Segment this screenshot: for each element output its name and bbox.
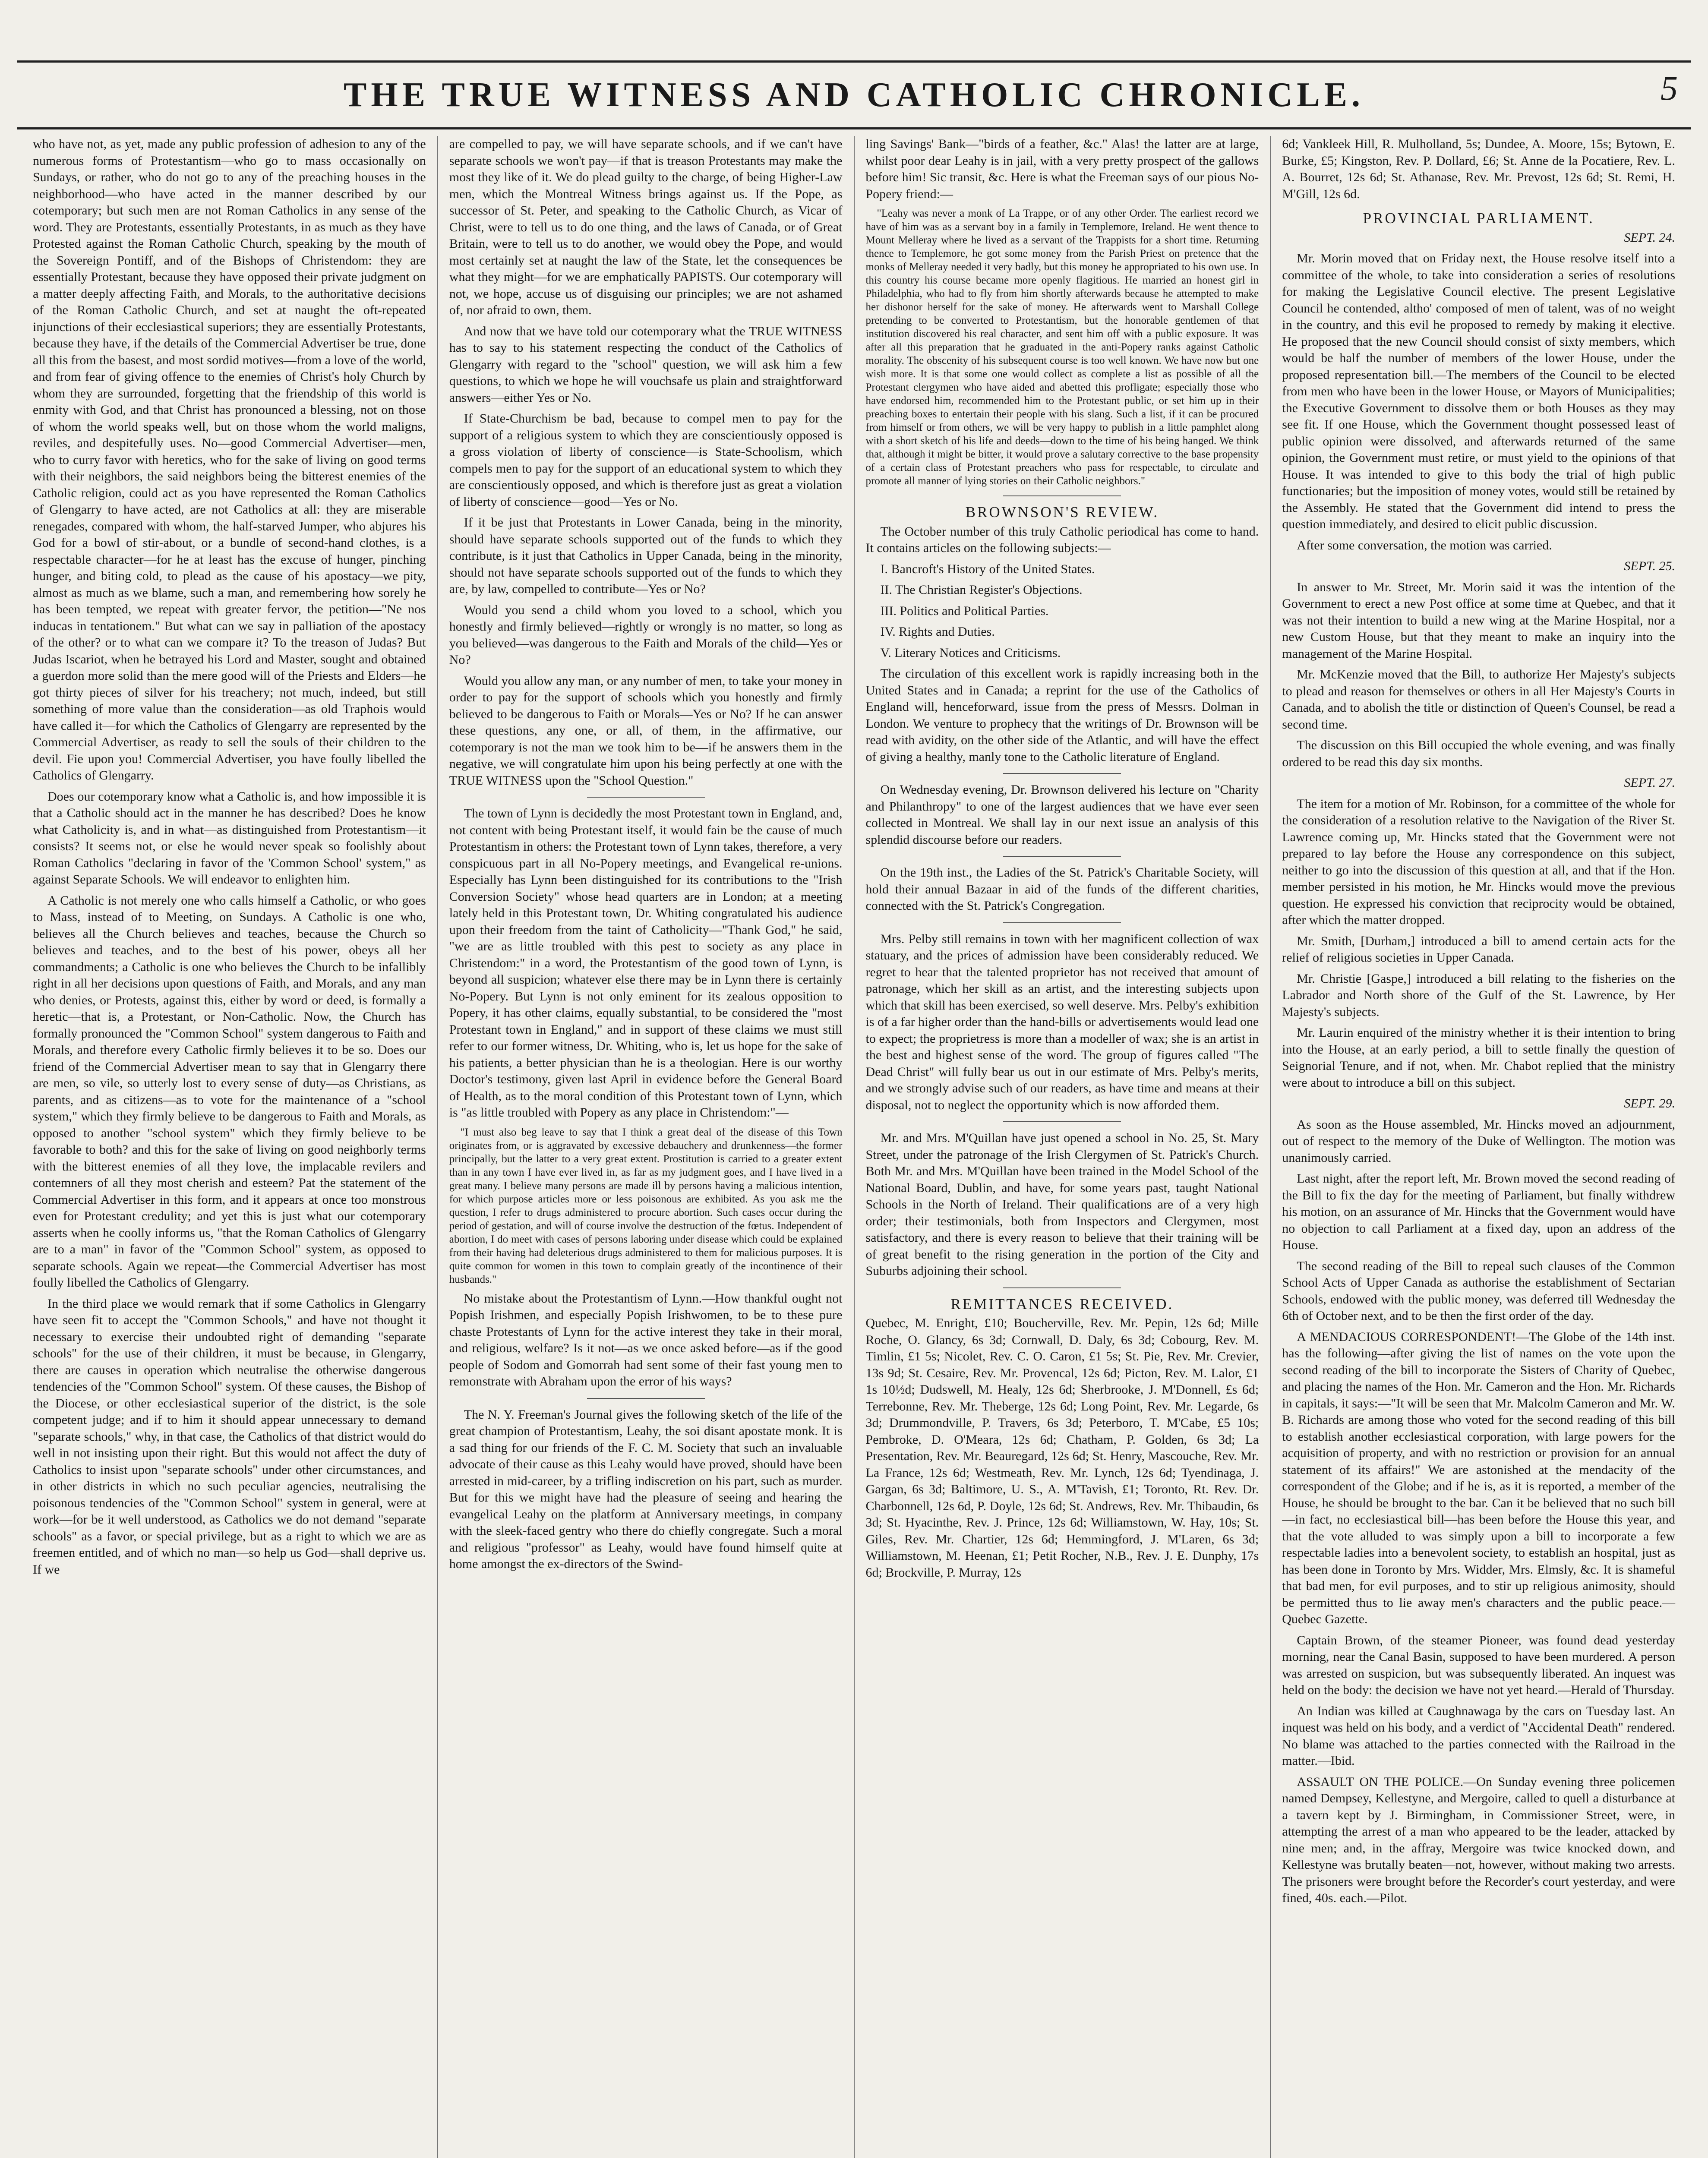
paragraph: A MENDACIOUS CORRESPONDENT!—The Globe of the 14th inst. has the following—after giving the list of names on the vote upon the second reading of the bill to incorporate the Sisters of Charity of Quebec, and placing the names of the Hon. Mr. Cameron and the Hon. Mr. Richards in capitals, it says:—"It will be seen that Mr. Malcolm Cameron and Mr. W. B. Richards are among those who voted for the second reading of this bill to establish another ecclesiastical corporation, with large powers for the acquisition of property, and with no restriction or provision for an annual statement of its affairs!" We are astonished at the mendacity of the correspondent of the Globe; and if he is, as it is reported, a member of the House, he should be brought to the bar. Can it be believed that no such bill—in fact, no ecclesiastical bill—has been before the House this year, and that the vote alluded to was simply upon a bill to incorporate a few respectable ladies into a benevolent society, to establish an hospital, just as has been done in Toronto by Mrs. Widder, Mrs. Elmsly, &c. It is shameful that bad men, for evil purposes, and to stir up religious animosity, should be permitted thus to lie away men's characters and the public peace.—Quebec Gazette.	[1282, 1329, 1675, 1626]
quote-text: "Leahy was never a monk of La Trappe, or of any other Order. The earliest record we have of him was as a servant boy in a family in Templemore, Ireland. He went thence to Mount Melleray where he lived as a servant of the Trappists for a short time. Returning thence to Templemore, he got some money from the Parish Priest on pretence that the monks of Melleray needed it very badly, but this money he appropriated to his own use. In this country his course became more openly flagitious. He married an honest girl in Philadelphia, who had to fly from him shortly afterwards because he attempted to make her dishonor herself for the sake of money. He afterwards went to Marshall College pretending to be converted to Protestantism, but the honorable gentlemen of that institution discovered his real character, and sent him off with a public exposure. It was after all this preparation that he graduated in the anti-Popery ranks against Catholic morality. The obscenity of his subsequent course is too well known. We have now but one wish more. It is that some one would collect as complete a list as possible of all the Protestant clergymen who have aided and abetted this profligate; especially those who have endorsed him, recommended him to the Protestant public, or set him up in their preaching boxes to entertain their people with his slang. Such a list, if it can be procured from himself or from others, we will be very happy to publish in a little pamphlet along with a short sketch of his life and deeds—down to the time of his being hanged. We think that, although it might be bitter, it would prove a salutary corrective to the base propensity of a certain class of Protestant preachers who pass for respectable, to circulate and promote all manner of lying stories on their Catholic neighbors."	[865, 208, 1259, 487]
section-divider	[1003, 773, 1121, 774]
paragraph: who have not, as yet, made any public profession of adhesion to any of the numerous forms of Protestantism—who go to mass occasionally on Sundays, or rather, who do not go to any of the preaching houses in the neighborhood—who have acted in the manner described by our cotemporary; but such men are not Roman Catholics in any sense of the word. They are Protestants, essentially Protestants, in as much as they have Protested against the Roman Catholic Church, speaking by the mouth of the Sovereign Pontiff, and of the Bishops of Christendom: they are essentially Protestant, because they have opposed their private judgment on a matter deeply affecting Faith, and Morals, to the authoritative decisions of the Roman Catholic Church, and set at naught the oft-repeated injunctions of their ecclesiastical superiors; they are essentially Protestants, because they have, if the details of the Commercial Advertiser be true, done all this from the basest, and most sordid motives—from a love of the world, and from fear of giving offence to the enemies of Christ's holy Church by whom they are surrounded, forgetting that the friendship of this world is enmity with God, and that Christ has pronounced a blessing, not on those of whom the world speaks well, but on those whom the world maligns, reviles, and despitefully uses. No—good Commercial Advertiser—men, who to curry favor with heretics, who for the sake of living on good terms with their neighbors, the said neighbors being the bitterest enemies of the Catholic religion, could act as you have represented the Roman Catholics of Glengarry to have acted, are not Catholics at all: they are miserable renegades, compared with whom, the half-starved Jumper, who abjures his God for a bowl of stir-about, or a bundle of second-hand clothes, is a respectable character—for he at least has the excuse of hunger, pinching hunger, and biting cold, to plead as the cause of his apostacy—we pity, almost as much as we blame, such a man, and remembering how sorely he has been tempted, we repeat with greater fervor, the petition—"Ne nos inducas in tentationem." But what can we say in palliation of the apostacy of the other? or to what can we compare it? To the treason of Judas? But Judas Iscariot, when he betrayed his Lord and Master, sought and obtained a guerdon more solid than the mere good will of the Priests and Elders—he got thirty pieces of silver for his treachery; not much, indeed, but still something of more value than the consideration—as old Traphois would have called it—for which the Catholics of Glengarry are represented by the Commercial Advertiser, as ready to sell the souls of their children to the devil. Fie upon you! Commercial Advertiser, you have foully libelled the Catholics of Glengarry.	[33, 137, 426, 782]
list-item: III. Politics and Political Parties.	[880, 603, 1049, 618]
column-1	[22, 136, 437, 2158]
masthead-rule-top	[17, 60, 1691, 63]
paragraph: The item for a motion of Mr. Robinson, for a committee of the whole for the consideration of a resolution relative to the Navigation of the River St. Lawrence coming up, Mr. Hincks stated that the Government were not prepared to lay before the House any correspondence on this subject, neither to go into the discussion of this question at all, and that if the Hon. member persisted in his motion, he Mr. Hincks would move the previous question. He expressed his conviction that reciprocity would be obtained, after which the matter dropped.	[1282, 796, 1675, 927]
paragraph: Mr. Smith, [Durham,] introduced a bill to amend certain acts for the relief of religious societies in Upper Canada.	[1282, 934, 1675, 965]
paragraph: Does our cotemporary know what a Catholic is, and how impossible it is that a Catholic should act in the manner he has described? Does he know what Catholicity is, and in what—as distinguished from Protestantism—it consists? It seems not, or else he would never speak so foolishly about Roman Catholics "declaring in favor of the 'Common School' system," as against Separate Schools. We will endeavor to enlighten him.	[33, 789, 426, 887]
paragraph: Mrs. Pelby still remains in town with her magnificent collection of wax statuary, and the prices of admission have been considerably reduced. We regret to hear that the talented proprietor has not received that amount of patronage, which her skill as an artist, and the interesting subjects upon which that skill has been exercised, so well deserve. Mrs. Pelby's exhibition is of a far higher order than the hand-bills or advertisements would lead one to expect; the proprietress is more than a modeller of wax; she is an artist in the best and highest sense of the word. The group of figures called "The Dead Christ" will fully bear us out in our estimate of Mrs. Pelby's merits, and we strongly advise such of our readers, as have time and means at their disposal, not to neglect the opportunity which is now afforded them.	[865, 931, 1259, 1112]
paragraph: In the third place we would remark that if some Catholics in Glengarry have seen fit to accept the "Common Schools," and have not thought it necessary to exercise their undoubted right of demanding "separate schools" for the use of their children, it must be because, in Glengarry, there are causes in operation which neutralise the otherwise dangerous tendencies of the "Common School" system. Of these causes, the Bishop of the Diocese, or other ecclesiastical superior of the district, is the sole competent judge; and if to him it should appear unnecessary to demand "separate schools," why, in that case, the Catholics of that district would do well in not insisting upon their right. But this would not affect the duty of Catholics to insist upon "separate schools" under other circumstances, and in other districts in which no such peculiar agencies, neutralising the poisonous tendencies of the "Common School" system in general, were at work—for be it well understood, as Catholics we do not demand "separate schools" as a favor, or special privilege, but as a right to which we are as freemen entitled, and of which no man—so help us God—shall deprive us. If we	[33, 1296, 426, 1577]
section-divider	[1003, 1287, 1121, 1288]
paragraph: Mr. Christie [Gaspe,] introduced a bill relating to the fisheries on the Labrador and North shore of the Gulf of the St. Lawrence, by Her Majesty's subjects.	[1282, 971, 1675, 1019]
block-quote	[866, 207, 1259, 488]
paragraph: If State-Churchism be bad, because to compel men to pay for the support of a religious system to which they are conscientiously opposed is a gross violation of liberty of conscience—is State-Schoolism, which compels men to pay for the support of an educational system to which they are conscientiously opposed, and which is therefore just as great a violation of liberty of conscience—good—Yes or No.	[449, 411, 843, 509]
dateline: SEPT. 27.	[1624, 776, 1675, 790]
paragraph: ASSAULT ON THE POLICE.—On Sunday evening three policemen named Dempsey, Kellestyne, and Mergoire, called to quell a disturbance at a tavern kept by J. Birmingham, in Commissioner Street, were, in attempting the arrest of a man who appeared to be the leader, attacked by nine men; and, in the affray, Mergoire was twice knocked down, and Kellestyne was brutally beaten—not, however, without making two arrests. The prisoners were brought before the Recorder's court yesterday, and were fined, 40s. each.—Pilot.	[1282, 1774, 1675, 1905]
masthead-rule-bottom	[17, 127, 1691, 129]
list-item: I. Bancroft's History of the United States.	[880, 562, 1095, 576]
quote-text: "I must also beg leave to say that I think a great deal of the disease of this Town originates from, or is aggravated by excessive debauchery and drunkenness—the former principally, but the latter to a very great extent. Prostitution is carried to a greater extent than in any town I have ever lived in, as far as my judgment goes, and I have lived in a great many. I believe many persons are made ill by persons having a malicious intention, for which purpose articles more or less poisonous are exhibited. As you ask me the question, I refer to drugs administered to procure abortion. Such cases occur during the period of gestation, and will of course involve the destruction of the fœtus. Independent of abortion, I do meet with cases of persons laboring under disease which could be explained from their having had deleterious drugs administered to them for malicious purposes. It is quite common for women in this town to complain greatly of the incontinence of their husbands."	[449, 1126, 843, 1285]
section-divider	[1003, 856, 1121, 857]
page-number: 5	[1661, 69, 1678, 107]
paragraph: The circulation of this excellent work is rapidly increasing both in the United States and in Canada; a reprint for the use of the Catholics of England will, henceforward, issue from the press of Messrs. Dolman in London. We venture to prophecy that the writings of Dr. Brownson will be read with avidity, on the other side of the Atlantic, and will have the effect of giving a healthy, manly tone to the Catholic literature of England.	[865, 666, 1259, 764]
paragraph: Quebec, M. Enright, £10; Boucherville, Rev. Mr. Pepin, 12s 6d; Mille Roche, O. Glancy, 6s 3d; Cornwall, D. Daly, 6s 3d; Cobourg, Rev. M. Timlin, £1 5s; Nicolet, Rev. C. O. Caron, £1 5s; St. Pie, Rev. Mr. Crevier, 13s 9d; St. Cesaire, Rev. Mr. Provencal, 12s 6d; Picton, Rev. M. Lalor, £1 1s 10½d; Dudswell, M. Healy, 12s 6d; Sherbrooke, J. M'Donnell, £s 6d; Terrebonne, Rev. Mr. Theberge, 12s 6d; Long Point, Rev. Mr. Legarde, 6s 3d; Drummondville, P. Travers, 6s 3d; Peterboro, T. M'Cabe, £5 10s; Pembroke, D. O'Meara, 12s 6d; Chatham, P. Golden, 6s 3d; La Presentation, Rev. Mr. Beauregard, 12s 6d; St. Henry, Mascouche, Rev. Mr. La France, 12s 6d; Westmeath, Rev. Mr. Lynch, 12s 6d; Tyendinaga, J. Gargan, 6s 3d; Baltimore, U. S., A. M'Tavish, £1; Toronto, Rt. Rev. Dr. Charbonnell, 12s 6d, P. Doyle, 12s 6d; St. Andrews, Rev. Mr. Thibaudin, 6s 3d; St. Hyacinthe, Rev. J. Prince, 12s 6d; Williamstown, W. Hay, 10s; St. Giles, Rev. Mr. Chartier, 12s 6d; Hemmingford, J. M'Laren, 6s 3d; Williamstown, M. Heenan, £1; Petit Rocher, N.B., Rev. J. E. Dunphy, 17s 6d; Brockville, P. Murray, 12s	[865, 1316, 1259, 1580]
section-divider	[1003, 922, 1121, 923]
article-columns	[22, 136, 1686, 2158]
paragraph: After some conversation, the motion was carried.	[1297, 538, 1552, 552]
paragraph: The discussion on this Bill occupied the whole evening, and was finally ordered to be read this day six months.	[1282, 738, 1675, 769]
paragraph: And now that we have told our cotemporary what the TRUE WITNESS has to say to his statement respecting the conduct of the Catholics of Glengarry with regard to the "school" question, we will ask him a few questions, to which we hope he will vouchsafe us plain and straightforward answers—either Yes or No.	[449, 324, 843, 405]
section-heading: BROWNSON'S REVIEW.	[965, 504, 1159, 521]
paragraph: Would you send a child whom you loved to a school, which you honestly and firmly believed—rightly or wrongly is no matter, so long as you believed—was dangerous to the Faith and Morals of the child—Yes or No?	[449, 603, 843, 667]
section-divider	[587, 797, 705, 798]
column-4	[1270, 136, 1686, 2158]
paragraph: 6d; Vankleek Hill, R. Mulholland, 5s; Dundee, A. Moore, 15s; Bytown, E. Burke, £5; Kingston, Rev. P. Dollard, £6; St. Anne de la Pocatiere, Rev. L. A. Bourret, 12s 6d; St. Athanase, Rev. Mr. Prevost, 12s 6d; St. Remi, H. M'Gill, 12s 6d.	[1282, 137, 1675, 201]
paragraph: The October number of this truly Catholic periodical has come to hand. It contains articles on the following subjects:—	[865, 524, 1259, 555]
paragraph: Mr. McKenzie moved that the Bill, to authorize Her Majesty's subjects to plead and reason for themselves or others in all Her Majesty's Courts in Canada, and to abolish the title or distinction of Queen's Counsel, be read a second time.	[1282, 667, 1675, 732]
paragraph: If it be just that Protestants in Lower Canada, being in the minority, should have separate schools supported out of the funds to which they contribute, is it just that Catholics in Upper Canada, being in the minority, should not have separate schools supported out of the funds to which they are, by law, compelled to contribute—Yes or No?	[449, 515, 843, 596]
paragraph: As soon as the House assembled, Mr. Hincks moved an adjournment, out of respect to the memory of the Duke of Wellington. The motion was unanimously carried.	[1282, 1117, 1675, 1165]
paragraph: In answer to Mr. Street, Mr. Morin said it was the intention of the Government to erect a new Post office at some time at Quebec, and that it was not their intention to build a new wing at the Marine Hospital, nor a new Custom House, but that they meant to make an inquiry into the management of the Marine Hospital.	[1282, 580, 1675, 661]
paragraph: On Wednesday evening, Dr. Brownson delivered his lecture on "Charity and Philanthropy" to one of the largest audiences that we have ever seen collected in Montreal. We shall lay in our next issue an analysis of this splendid discourse before our readers.	[865, 782, 1259, 847]
paragraph: Would you allow any man, or any number of men, to take your money in order to pay for the support of schools which you honestly and firmly believed to be dangerous to Faith or Morals—Yes or No? If he can answer these questions, any one, or all, of them, in the affirmative, our cotemporary is not the man we took him to be—if he answers them in the negative, we will congratulate him upon his being perfectly at one with the TRUE WITNESS upon the "School Question."	[449, 673, 843, 788]
paragraph: The second reading of the Bill to repeal such clauses of the Common School Acts of Upper Canada as authorise the establishment of Sectarian Schools, endowed with the public money, was deferred till Wednesday the 6th of October next, and to be then the first order of the day.	[1282, 1259, 1675, 1323]
paragraph: The N. Y. Freeman's Journal gives the following sketch of the life of the great champion of Protestantism, Leahy, the soi disant apostate monk. It is a sad thing for our friends of the F. C. M. Society that such an invaluable advocate of their cause as this Leahy would have proved, should have been arrested in mid-career, by a trifling indiscretion on his part, such as murder. But for this we might have had the pleasure of seeing and hearing the evangelical Leahy on the platform at Anniversary meetings, in company with the sleek-faced gentry who there do chiefly congregate. Such a moral and religious "professor" as Leahy, would have found himself quite at home amongst the ex-directors of the Swind-	[449, 1407, 843, 1571]
paragraph: On the 19th inst., the Ladies of the St. Patrick's Charitable Society, will hold their annual Bazaar in aid of the funds of the different charities, connected with the St. Patrick's Congregation.	[865, 865, 1259, 913]
section-divider	[1003, 1121, 1121, 1122]
paragraph: ling Savings' Bank—"birds of a feather, &c." Alas! the latter are at large, whilst poor dear Leahy is in jail, with a very pretty prospect of the gallows before him! Sic transit, &c. Here is what the Freeman says of our pious No-Popery friend:—	[865, 137, 1259, 201]
column-2	[437, 136, 854, 2158]
block-quote	[449, 1126, 843, 1286]
paragraph: Mr. and Mrs. M'Quillan have just opened a school in No. 25, St. Mary Street, under the patronage of the Irish Clergymen of St. Patrick's Church. Both Mr. and Mrs. M'Quillan have been trained in the Model School of the National Board, Dublin, and have, for some years past, taught National Schools in the North of Ireland. Their qualifications are of a very high order; their testimonials, both from Inspectors and Clergymen, most satisfactory, and there is every reason to believe that their training will be of great benefit to the rising generation in the portion of the City and Suburbs adjoining their school.	[865, 1131, 1259, 1278]
list-item: II. The Christian Register's Objections.	[880, 583, 1083, 597]
paragraph: Mr. Laurin enquired of the ministry whether it is their intention to bring into the House, at an early period, a bill to settle finally the question of Seignorial Tenure, and if not, when. Mr. Chabot replied that the ministry were about to introduce a bill on this subject.	[1282, 1025, 1675, 1090]
dateline: SEPT. 24.	[1624, 230, 1675, 245]
paragraph: No mistake about the Protestantism of Lynn.—How thankful ought not Popish Irishmen, and especially Popish Irishwomen, to be to these pure chaste Protestants of Lynn for the active interest they take in their moral, and religious, welfare? Is it not—as we once asked before—as if the good people of Sodom and Gomorrah had sent some of their fast young men to remonstrate with Abraham upon the error of his ways?	[449, 1291, 843, 1388]
paragraph: Last night, after the report left, Mr. Brown moved the second reading of the Bill to fix the day for the meeting of Parliament, but finally withdrew his motion, on an assurance of Mr. Hincks that the Government would have no objection to call Parliament at a fixed day, upon an address of the House.	[1282, 1171, 1675, 1252]
section-divider	[1003, 495, 1121, 496]
section-heading: REMITTANCES RECEIVED.	[950, 1295, 1174, 1312]
masthead-title: THE TRUE WITNESS AND CATHOLIC CHRONICLE.	[344, 76, 1364, 114]
paragraph: A Catholic is not merely one who calls himself a Catholic, or who goes to Mass, instead of to Meeting, on Sundays. A Catholic is one who, believes all the Church believes and teaches, because the Church so believes and teaches, and to the best of his power, obeys all her commandments; a Catholic is one who believes the Church to be infallibly right in all her decisions upon questions of Faith, and Morals, and any man who denies, or Protests, against this, either by word or deed, is formally a heretic—that is, a Protestant, or Non-Catholic. Now, the Church has formally pronounced the "Common School" system dangerous to Faith and Morals, and therefore every Catholic firmly believes it to be so. Does our friend of the Commercial Advertiser mean to say that in Glengarry there are men, so vile, so utterly lost to every sense of duty—as Christians, as parents, and as citizens—as to vote for the maintenance of a "school system," which they firmly believe to be dangerous to Faith and Morals, as opposed to another "school system" which they firmly believe to be favorable to both? and this for the sake of living on good neighborly terms with the bitterest enemies of all they love, the implacable revilers and contemners of all they most cherish and esteem? Pat the statement of the Commercial Advertiser in this form, and it appears at once too monstrous even for Protestant credulity; and yet this is just what our cotemporary asserts when he coolly informs us, "that the Roman Catholics of Glengarry are to a man" in favor of the "Common School" system, as opposed to separate schools. Again we repeat—the Commercial Advertiser has most foully libelled the Catholics of Glengarry.	[33, 893, 426, 1290]
paragraph: The town of Lynn is decidedly the most Protestant town in England, and, not content with being Protestant itself, it would fain be the cause of much Protestantism in others: the Protestant town of Lynn takes, therefore, a very conspicuous part in all No-Popery meetings, and Evangelical re-unions. Especially has Lynn been distinguished for its contributions to the "Irish Conversion Society" whose head quarters are in London; at a meeting lately held in this Protestant town, Dr. Whiting congratulated his audience upon their freedom from the taint of Catholicity—"Thank God," he said, "we are as little troubled with this pest to society as any place in Christendom:" in a word, the Protestantism of the good town of Lynn, is beyond all suspicion; whatever else there may be in Lynn there is certainly No-Popery. But Lynn is not only eminent for its zealous opposition to Popery, it has other claims, equally substantial, to be considered the "most Protestant town in England," and in support of these claims we must still refer to our former witness, Dr. Whiting, who is, let us hope for the sake of his patients, a better physician than he is a theologian. Here is our worthy Doctor's testimony, given last April in evidence before the General Board of Health, as to the moral condition of this Protestant town of Lynn, which is "as little troubled with Popery as any place in Christendom:"—	[449, 806, 843, 1120]
dateline: SEPT. 25.	[1624, 559, 1675, 573]
paragraph: Captain Brown, of the steamer Pioneer, was found dead yesterday morning, near the Canal Basin, supposed to have been murdered. A person was arrested on suspicion, but was subsequently liberated. An inquest was held on the body: the decision we have not yet heard.—Herald of Thursday.	[1282, 1633, 1675, 1697]
paragraph: An Indian was killed at Caughnawaga by the cars on Tuesday last. An inquest was held on his body, and a verdict of "Accidental Death" rendered. No blame was attached to the parties connected with the Railroad in the matter.—Ibid.	[1282, 1704, 1675, 1768]
column-3	[854, 136, 1270, 2158]
paragraph: Mr. Morin moved that on Friday next, the House resolve itself into a committee of the whole, to take into consideration a series of resolutions for making the Legislative Council elective. The present Legislative Council he contended, altho' composed of men of talent, was of no weight in the country, and this evil he proposed to remedy by making it elective. He proposed that the new Council should consist of sixty members, which would be half the number of members of the lower House, under the proposed representation bill.—The members of the Council to be elected from men who have been in the lower House, or Mayors of Municipalities; the Executive Government to dissolve them or both Houses as they may see fit. If one House, which the Government thought possessed least of public opinion were dissolved, and afterwards returned of the same opinion, the Government must retire, or must yield to the opinions of that House. It was intended to give to this body the trial of high public functionaries; but the imposition of money votes, would still be retained by the Assembly. He stated that the Government did intend to press the question immediately, and desired to elicit public discussion.	[1282, 251, 1675, 531]
section-divider	[587, 1398, 705, 1399]
section-heading: PROVINCIAL PARLIAMENT.	[1363, 210, 1594, 227]
paragraph: are compelled to pay, we will have separate schools, and if we can't have separate schools we won't pay—if that is treason Protestants may make the most they like of it. We do plead guilty to the charge, of being Higher-Law men, which the Montreal Witness brings against us. If the Pope, as successor of St. Peter, and speaking to the Catholic Church, as Vicar of Christ, were to tell us to do one thing, and the laws of Canada, or of Great Britain, were to tell us to do another, we would obey the Pope, and would most certainly set at naught the law of the State, let the consequences be what they might—for we are emphatically PAPISTS. Our cotemporary will not, we hope, accuse us of disguising our principles; we are not ashamed of, nor afraid to own, them.	[449, 137, 843, 317]
list-item: IV. Rights and Duties.	[880, 625, 995, 639]
dateline: SEPT. 29.	[1624, 1096, 1675, 1111]
masthead	[17, 65, 1691, 125]
list-item: V. Literary Notices and Criticisms.	[880, 645, 1061, 660]
